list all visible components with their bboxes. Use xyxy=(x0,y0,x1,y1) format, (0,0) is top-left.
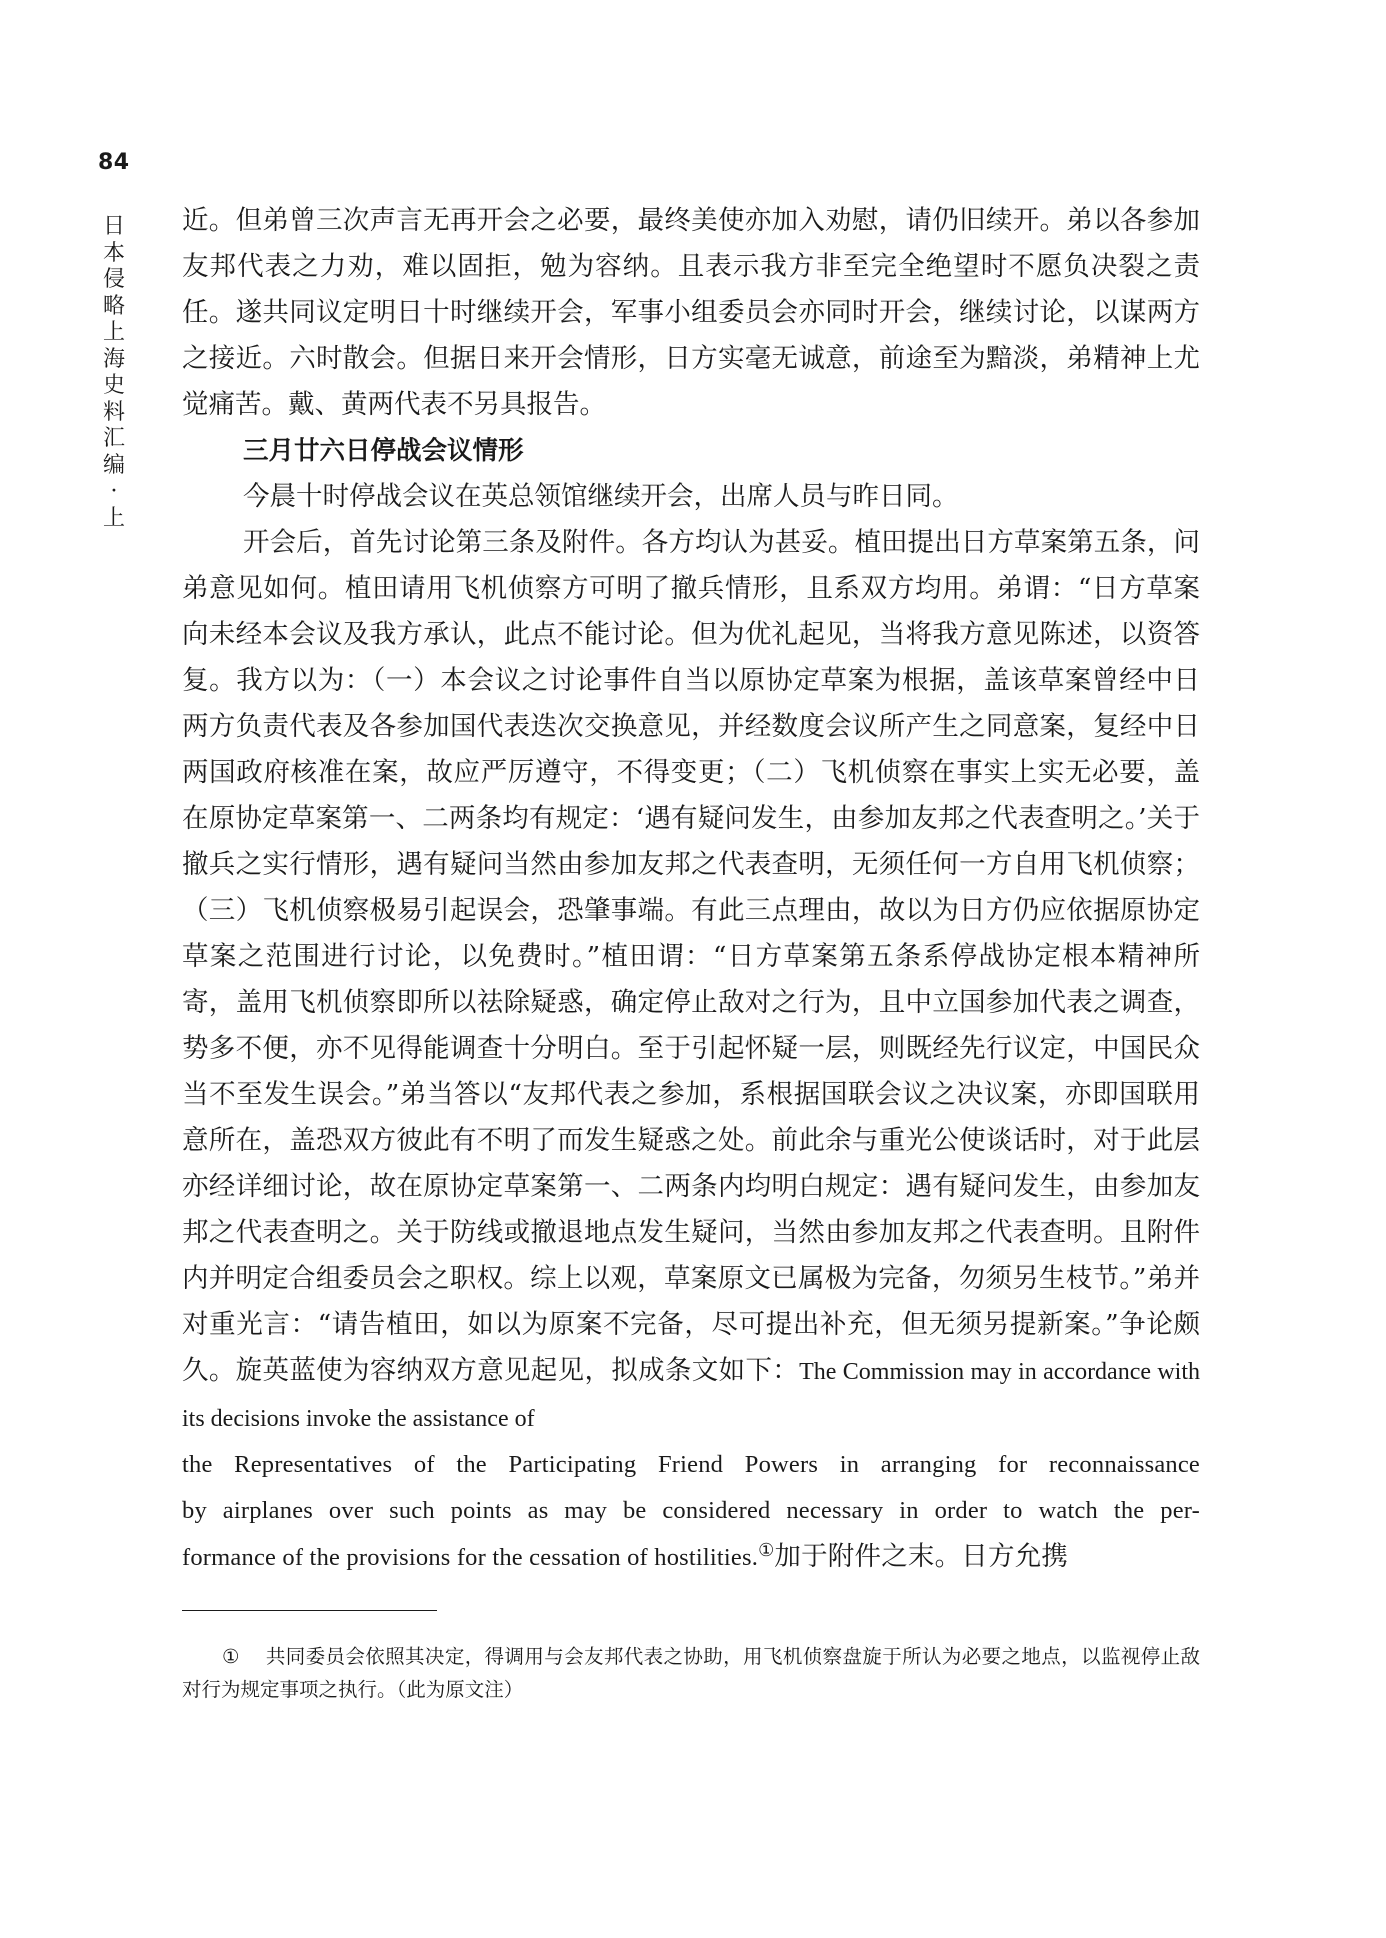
footnote-divider xyxy=(182,1610,437,1611)
section-heading: 三月廿六日停战会议情形 xyxy=(243,436,524,466)
paragraph-opening: 今晨十时停战会议在英总领馆继续开会，出席人员与昨日同。 xyxy=(243,481,959,512)
running-head: 日本侵略上海史料汇编·上 xyxy=(102,214,125,531)
english-quote-line-3: by airplanes over such points as may be considered necessary in order to watch the per- xyxy=(182,1497,1200,1524)
paragraph-discussion xyxy=(182,520,1200,1442)
english-quote-line-1: The Commission may in accordance with its decisions invoke the assistance of xyxy=(182,1359,1201,1432)
english-quote-line-2: the Representatives of the Participating Friend Powers in arranging for reconnaissance xyxy=(182,1451,1200,1478)
english-quote-end: formance of the provisions for the cessation of hostilities. xyxy=(182,1544,759,1571)
discussion-text: 开会后，首先讨论第三条及附件。各方均认为甚妥。植田提出日方草案第五条，问弟意见如何。植田请用飞机侦察方可明了撤兵情形，且系双方均用。弟谓：“日方草案向未经本会议及我方承认，此点不能讨论。但为优礼起见，当将我方意见陈述，以资答复。我方以为：（一）本会议之讨论事件自当以原协定草案为根据，盖该草案曾经中日两方负责代表及各参加国代表迭次交换意见，并经数度会议所产生之同意案，复经中日两国政府核准在案，故应严厉遵守，不得变更；（二）飞机侦察在事实上实无必要，盖在原协定草案第一、二两条均有规定：‘遇有疑问发生，由参加友邦之代表查明之。’关于撤兵之实行情形，遇有疑问当然由参加友邦之代表查明，无须任何一方自用飞机侦察；（三）飞机侦察极易引起误会，恐肇事端。有此三点理由，故以为日方仍应依据原协定草案之范围进行讨论，以免费时。”植田谓：“日方草案第五条系停战协定根本精神所寄，盖用飞机侦察即所以祛除疑惑，确定停止敌对之行为，且中立国参加代表之调查，势多不便，亦不见得能调查十分明白。至于引起怀疑一层，则既经先行议定，中国民众当不至发生误会。”弟当答以“友邦代表之参加，系根据国联会议之决议案，亦即国联用意所在，盖恐双方彼此有不明了而发生疑惑之处。前此余与重光公使谈话时，对于此层亦经详细讨论，故在原协定草案第一、二两条内均明白规定：遇有疑问发生，由参加友邦之代表查明之。关于防线或撤退地点发生疑问，当然由参加友邦之代表查明。且附件内并明定合组委员会之职权。综上以观，草案原文已属极为完备，勿须另生枝节。”弟并对重光言：“请告植田，如以为原案不完备，尽可提出补充，但无须另提新案。”争论颇久。旋英蓝使为容纳双方意见起见，拟成条文如下： xyxy=(182,527,1200,1386)
paragraph-tail: 加于附件之末。日方允携 xyxy=(774,1541,1069,1572)
page-number: 84 xyxy=(98,150,130,175)
english-quote-line-4 xyxy=(182,1534,1200,1581)
footnote xyxy=(182,1640,1200,1706)
main-text xyxy=(182,198,1200,1581)
footnote-text: 共同委员会依照其决定，得调用与会友邦代表之协助，用飞机侦察盘旋于所认为必要之地点，以监视停止敌对行为规定事项之执行。（此为原文注） xyxy=(182,1645,1200,1701)
paragraph-continued: 近。但弟曾三次声言无再开会之必要，最终美使亦加入劝慰，请仍旧续开。弟以各参加友邦代表之力劝，难以固拒，勉为容纳。且表示我方非至完全绝望时不愿负决裂之责任。遂共同议定明日十时继续开会，军事小组委员会亦同时开会，继续讨论，以谋两方之接近。六时散会。但据日来开会情形，日方实毫无诚意，前途至为黯淡，弟精神上尤觉痛苦。戴、黄两代表不另具报告。 xyxy=(182,205,1200,420)
footnote-reference[interactable]: ① xyxy=(758,1539,775,1560)
footnote-mark: ① xyxy=(222,1645,240,1668)
